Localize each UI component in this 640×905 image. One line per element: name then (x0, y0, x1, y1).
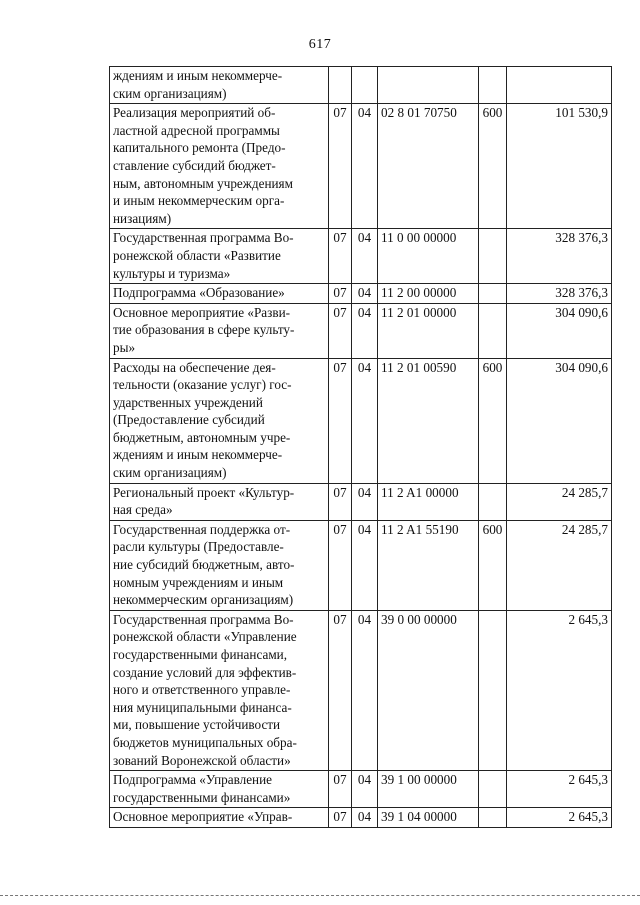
row-expense-type-cell: 600 (479, 358, 507, 483)
row-target-code-cell: 11 2 01 00000 (378, 303, 479, 358)
row-expense-type-cell: 600 (479, 520, 507, 610)
table-row (110, 303, 612, 358)
row-section-cell: 07 (329, 303, 352, 358)
row-expense-type-cell (479, 483, 507, 520)
table-row (110, 771, 612, 808)
row-name-cell: Региональный проект «Культур- ная среда» (110, 483, 329, 520)
table-row (110, 67, 612, 104)
row-amount-cell: 328 376,3 (507, 229, 612, 284)
row-name-cell: Подпрограмма «Управление государственными финансами» (110, 771, 329, 808)
row-name-cell: Государственная программа Во- ронежской области «Управление государственными финансами, создание условий для эффектив- ного и ответственного управле- ния муниципальными финанса- ми, повышение устойчивости бюджетов муниципальных обра- зований Воронежской области» (110, 610, 329, 770)
row-target-code-cell: 11 2 01 00590 (378, 358, 479, 483)
row-subsection-cell: 04 (352, 284, 378, 304)
row-subsection-cell: 04 (352, 104, 378, 229)
row-subsection-cell: 04 (352, 303, 378, 358)
bottom-scan-rule (0, 895, 640, 896)
row-name-cell: Основное мероприятие «Разви- тие образования в сфере культу- ры» (110, 303, 329, 358)
row-subsection-cell (352, 67, 378, 104)
row-target-code-cell: 11 2 A1 55190 (378, 520, 479, 610)
row-target-code-cell: 11 2 A1 00000 (378, 483, 479, 520)
row-subsection-cell: 04 (352, 358, 378, 483)
table-row (110, 808, 612, 828)
row-expense-type-cell (479, 771, 507, 808)
row-name-cell: Государственная программа Во- ронежской области «Развитие культуры и туризма» (110, 229, 329, 284)
row-amount-cell (507, 67, 612, 104)
row-name-cell: ждениям и иным некоммерче- ским организациям) (110, 67, 329, 104)
row-amount-cell: 328 376,3 (507, 284, 612, 304)
table-row (110, 358, 612, 483)
row-subsection-cell: 04 (352, 808, 378, 828)
row-expense-type-cell: 600 (479, 104, 507, 229)
row-name-cell: Государственная поддержка от- расли культуры (Предоставле- ние субсидий бюджетным, авто- номным учреждениям и иным некоммерческим организациям) (110, 520, 329, 610)
row-target-code-cell: 39 0 00 00000 (378, 610, 479, 770)
row-amount-cell: 2 645,3 (507, 610, 612, 770)
row-target-code-cell: 39 1 04 00000 (378, 808, 479, 828)
row-section-cell: 07 (329, 520, 352, 610)
row-target-code-cell: 11 0 00 00000 (378, 229, 479, 284)
row-subsection-cell: 04 (352, 610, 378, 770)
row-name-cell: Основное мероприятие «Управ- (110, 808, 329, 828)
row-section-cell: 07 (329, 610, 352, 770)
row-amount-cell: 304 090,6 (507, 358, 612, 483)
row-subsection-cell: 04 (352, 229, 378, 284)
budget-table (109, 66, 612, 828)
row-expense-type-cell (479, 229, 507, 284)
table-row (110, 483, 612, 520)
row-section-cell: 07 (329, 229, 352, 284)
row-amount-cell: 24 285,7 (507, 520, 612, 610)
table-row (110, 520, 612, 610)
row-target-code-cell: 11 2 00 00000 (378, 284, 479, 304)
row-amount-cell: 24 285,7 (507, 483, 612, 520)
row-expense-type-cell (479, 610, 507, 770)
table-row (110, 229, 612, 284)
row-amount-cell: 101 530,9 (507, 104, 612, 229)
table-row (110, 610, 612, 770)
row-amount-cell: 304 090,6 (507, 303, 612, 358)
row-expense-type-cell (479, 67, 507, 104)
page-number: 617 (308, 37, 332, 52)
table-row (110, 104, 612, 229)
row-section-cell: 07 (329, 104, 352, 229)
row-section-cell (329, 67, 352, 104)
row-section-cell: 07 (329, 358, 352, 483)
row-subsection-cell: 04 (352, 771, 378, 808)
row-section-cell: 07 (329, 808, 352, 828)
row-section-cell: 07 (329, 771, 352, 808)
row-target-code-cell: 02 8 01 70750 (378, 104, 479, 229)
row-target-code-cell (378, 67, 479, 104)
row-subsection-cell: 04 (352, 520, 378, 610)
row-target-code-cell: 39 1 00 00000 (378, 771, 479, 808)
row-name-cell: Подпрограмма «Образование» (110, 284, 329, 304)
row-amount-cell: 2 645,3 (507, 771, 612, 808)
row-expense-type-cell (479, 284, 507, 304)
row-expense-type-cell (479, 303, 507, 358)
row-subsection-cell: 04 (352, 483, 378, 520)
row-name-cell: Расходы на обеспечение дея- тельности (оказание услуг) гос- ударственных учреждений (Предоставление субсидий бюджетным, автономным учре- ждениям и иным некоммерче- ским организациям) (110, 358, 329, 483)
table-row (110, 284, 612, 304)
row-section-cell: 07 (329, 284, 352, 304)
row-name-cell: Реализация мероприятий об- ластной адресной программы капитального ремонта (Предо- ставление субсидий бюджет- ным, автономным учреждениям и иным некоммерческим орга- низациям) (110, 104, 329, 229)
row-amount-cell: 2 645,3 (507, 808, 612, 828)
row-expense-type-cell (479, 808, 507, 828)
budget-table-body (110, 67, 612, 828)
row-section-cell: 07 (329, 483, 352, 520)
